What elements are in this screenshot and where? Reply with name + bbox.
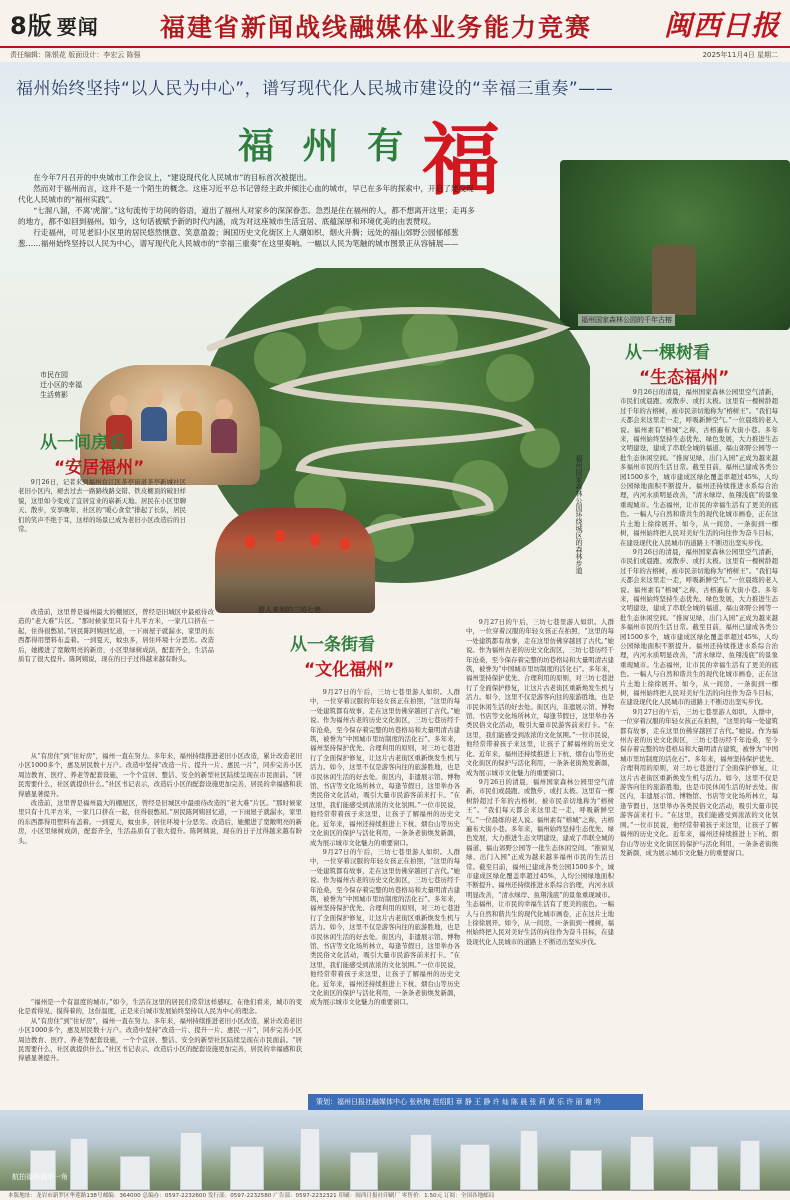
housing-paragraph: “福州是一个有温度的城市。”如今，生活在这里的居民们常常这样感叹。在他们看来，城市的变化是看得见、摸得着的，这份温度，正是来自城市发展始终坚持以人民为中心的理念。: [18, 998, 302, 1016]
housing-column-top: [18, 478, 186, 604]
housing-paragraph: 9月26日，记者来到福州台江区茶亭街道茶亭新城社区老旧小区内，褪去过去一路路线路交错、铁皮棚顶的破旧样貌，这里如今变成了宜居宜业的崭新天地。居民在小区里聊天、散步，安享晚年，社区的“暖心食堂”排起了长队，居民们的笑声不绝于耳，这样的场景已成为老旧小区改造后的日常。: [18, 478, 186, 534]
street-caption: 游人来到的三坊七巷: [258, 606, 321, 614]
trail-caption: 福州国家森林公园环绕城区的森林步道: [575, 455, 583, 574]
section-culture-heading: [290, 630, 394, 680]
culture-paragraph: 9月27日的午后，三坊七巷里游人如织。人群中，一位穿着汉服的年轻女孩正在拍照，“这里的每一处建筑都有故事，走在这里仿佛穿越回了古代。”她说。作为福州古老的历史文化街区，三坊七巷历经千年沧桑，至今保存着完整的坊巷格局和大量明清古建筑，被誉为“中国城市里坊制度的活化石”。多年来，福州坚持保护优先、合理利用的原则，对三坊七巷进行了全面保护修复，让这片古老街区重新焕发生机与活力。如今，这里不仅是游客向往的旅游胜地，也是市民休闲生活的好去处。街区内，非遗展示馆、博物馆、书店等文化场所林立，每逢节假日，这里举办各类民俗文化活动，吸引大量市民游客前来打卡。“在这里，我们能感受到浓浓的文化氛围。”一位市民说，他经常带着孩子来这里，让孩子了解福州的历史文化。近年来，福州还持续推进上下杭、烟台山等历史文化街区的保护与活化利用，一条条老街焕发新颜，成为展示城市文化魅力的重要窗口。: [310, 688, 460, 847]
ecology-paragraph: 9月26日的清晨，福州国家森林公园里空气清新，市民们或晨跑、或散步、或打太极。这里有一棵树龄超过千年的古榕树，被市民亲切地称为“榕树王”。“我们每天都会来这里走一走，呼吸新鲜空气。”一位晨练的老人说。福州素有“榕城”之称，古榕遍布大街小巷。多年来，福州始终坚持生态优先、绿色发展，大力推进生态文明建设，建成了串联全城的福道、福山郊野公园等一批生态休闲空间。“推窗见绿、出门入园”正成为越来越多福州市民的生活日常。截至目前，福州已建成各类公园1500多个，城市建成区绿化覆盖率超过45%，人均公园绿地面积不断提升。福州还持续推进水系综合治理，内河水质明显改善，“清水绿岸、鱼翔浅底”的景象重现城市。生态福州，让市民的幸福生活有了更美的底色。一幅人与自然和谐共生的现代化城市画卷，正在这片土地上徐徐展开。如今，从一间房、一条街到一棵树，福州始终把人民对美好生活的向往作为奋斗目标，在建设现代化人民城市的道路上不断迈出坚实步伐。: [620, 388, 778, 547]
culture-paragraph: 9月27日的午后，三坊七巷里游人如织。人群中，一位穿着汉服的年轻女孩正在拍照，“这里的每一处建筑都有故事，走在这里仿佛穿越回了古代。”她说。作为福州古老的历史文化街区，三坊七巷历经千年沧桑，至今保存着完整的坊巷格局和大量明清古建筑，被誉为“中国城市里坊制度的活化石”。多年来，福州坚持保护优先、合理利用的原则，对三坊七巷进行了全面保护修复，让这片古老街区重新焕发生机与活力。如今，这里不仅是游客向往的旅游胜地，也是市民休闲生活的好去处。街区内，非遗展示馆、博物馆、书店等文化场所林立，每逢节假日，这里举办各类民俗文化活动，吸引大量市民游客前来打卡。“在这里，我们能感受到浓浓的文化氛围。”一位市民说，他经常带着孩子来这里，让孩子了解福州的历史文化。近年来，福州还持续推进上下杭、烟台山等历史文化街区的保护与活化利用，一条条老街焕发新颜，成为展示城市文化魅力的重要窗口。: [466, 618, 614, 777]
section-culture-line1: 从一条街看: [290, 635, 375, 655]
section-culture-line2: “文化福州”: [304, 660, 395, 680]
section-ecology-heading: [625, 338, 729, 388]
city-aerial-photo: [0, 1110, 790, 1190]
intro-paragraph: “七溜八溜，不离‘虎溜’。”这句流传于坊间的俗语，道出了福州人对家乡的深深眷恋。急烈是住在福州的人，都不想离开这里；走再多的地方，都不如回到福州。如今，这句话被赋予新的时代内涵，成为对这座城市生活宜居、底蕴深厚和环境优美的由衷赞叹。: [18, 206, 475, 226]
ecology-paragraph: 9月26日的清晨，福州国家森林公园里空气清新，市民们或晨跑、或散步、或打太极。这里有一棵树龄超过千年的古榕树，被市民亲切地称为“榕树王”。“我们每天都会来这里走一走，呼吸新鲜空气。”一位晨练的老人说。福州素有“榕城”之称，古榕遍布大街小巷。多年来，福州始终坚持生态优先、绿色发展，大力推进生态文明建设，建成了串联全城的福道、福山郊野公园等一批生态休闲空间。“推窗见绿、出门入园”正成为越来越多福州市民的生活日常。截至目前，福州已建成各类公园1500多个，城市建成区绿化覆盖率超过45%，人均公园绿地面积不断提升。福州还持续推进水系综合治理，内河水质明显改善，“清水绿岸、鱼翔浅底”的景象重现城市。生态福州，让市民的幸福生活有了更美的底色。一幅人与自然和谐共生的现代化城市画卷，正在这片土地上徐徐展开。如今，从一间房、一条街到一棵树，福州始终把人民对美好生活的向往作为奋斗目标，在建设现代化人民城市的道路上不断迈出坚实步伐。: [620, 547, 778, 707]
culture-column-a: [310, 688, 460, 1090]
section-housing-line2: “安居福州”: [54, 458, 145, 478]
residents-caption: 市民在园 迁小区的幸福 生活剪影: [40, 371, 82, 399]
intro-paragraph: 行走福州，可见老旧小区里的居民悠然惬意、笑意盈盈；闽国历史文化街区上人潮如织、烟火升腾；远处的福山郊野公园郁郁葱葱……福州始终坚持以人民为中心，谱写现代化人民城市的“幸福三重奏”在这里奏响。一幅以人民为笔触的城市图景正从容铺展——: [18, 228, 459, 248]
intro-text: [18, 172, 478, 249]
intro-paragraph: 然而对于福州而言，这并不是一个陌生的概念。这座习近平总书记曾经主政并倾注心血的城市，早已在多年的探索中，开启了建设现代化人民城市的“福州实践”。: [18, 184, 474, 204]
newspaper-logo: 闽西日报: [663, 9, 780, 42]
ecology-paragraph: 9月27日的午后，三坊七巷里游人如织。人群中，一位穿着汉服的年轻女孩正在拍照，“这里的每一处建筑都有故事，走在这里仿佛穿越回了古代。”她说。作为福州古老的历史文化街区，三坊七巷历经千年沧桑，至今保存着完整的坊巷格局和大量明清古建筑，被誉为“中国城市里坊制度的活化石”。多年来，福州坚持保护优先、合理利用的原则，对三坊七巷进行了全面保护修复，让这片古老街区重新焕发生机与活力。如今，这里不仅是游客向往的旅游胜地，也是市民休闲生活的好去处。街区内，非遗展示馆、博物馆、书店等文化场所林立，每逢节假日，这里举办各类民俗文化活动，吸引大量市民游客前来打卡。“在这里，我们能感受到浓浓的文化氛围。”一位市民说，他经常带着孩子来这里，让孩子了解福州的历史文化。近年来，福州还持续推进上下杭、烟台山等历史文化街区的保护与活化利用，一条条老街焕发新颜，成为展示城市文化魅力的重要窗口。: [620, 707, 778, 857]
sanfang-qixiang-photo: [215, 508, 375, 613]
housing-column-end: [18, 998, 302, 1098]
housing-paragraph: 从“有房住”到“住好房”，福州一直在努力。多年来，福州持续推进老旧小区改造，累计改造老旧小区1000多个，惠及居民数十万户。改造中坚持“改造一片、提升一片、惠民一片”，同步完善小区周边教育、医疗、养老等配套设施，一个个宜居、整洁、安全的新型社区陆续呈现在市民面前。“居民需要什么，社区就提供什么。”社区书记表示，改造后小区的配套设施更加完善，居民的幸福感和获得感显著提升。: [18, 752, 302, 798]
tree-caption: 福州国家森林公园的千年古榕: [578, 314, 675, 326]
banyan-trunk: [652, 245, 696, 315]
section-ecology-line2: “生态福州”: [639, 368, 730, 388]
lead-headline: 福州始终坚持“以人民为中心”，谱写现代化人民城市建设的“幸福三重奏”——: [16, 79, 614, 99]
page-number: [10, 6, 99, 41]
housing-paragraph: 从“有房住”到“住好房”，福州一直在努力。多年来，福州持续推进老旧小区改造，累计改造老旧小区1000多个，惠及居民数十万户。改造中坚持“改造一片、提升一片、惠民一片”，同步完善小区周边教育、医疗、养老等配套设施，一个个宜居、整洁、安全的新型社区陆续呈现在市民面前。“居民需要什么，社区就提供什么。”社区书记表示，改造后小区的配套设施更加完善，居民的幸福感和获得感显著提升。: [18, 1016, 302, 1063]
intro-paragraph: 在今年7月召开的中央城市工作会议上，“建设现代化人民城市”的目标首次被提出。: [33, 173, 312, 182]
contest-banner: 福建省新闻战线融媒体业务能力竞赛: [160, 13, 593, 42]
page-header: [0, 0, 790, 62]
culture-paragraph: 9月26日的清晨，福州国家森林公园里空气清新，市民们或晨跑、或散步、或打太极。这里有一棵树龄超过千年的古榕树，被市民亲切地称为“榕树王”。“我们每天都会来这里走一走，呼吸新鲜空气。”一位晨练的老人说。福州素有“榕城”之称，古榕遍布大街小巷。多年来，福州始终坚持生态优先、绿色发展，大力推进生态文明建设，建成了串联全城的福道、福山郊野公园等一批生态休闲空间。“推窗见绿、出门入园”正成为越来越多福州市民的生活日常。截至目前，福州已建成各类公园1500多个，城市建成区绿化覆盖率超过45%，人均公园绿地面积不断提升。福州还持续推进水系综合治理，内河水质明显改善，“清水绿岸、鱼翔浅底”的景象重现城市。生态福州，让市民的幸福生活有了更美的底色。一幅人与自然和谐共生的现代化城市画卷，正在这片土地上徐徐展开。如今，从一间房、一条街到一棵树，福州始终把人民对美好生活的向往作为奋斗目标，在建设现代化人民城市的道路上不断迈出坚实步伐。: [466, 777, 614, 946]
section-ecology-line1: 从一棵树看: [625, 343, 710, 363]
housing-paragraph: 改造前，这里曾是福州最大的棚屋区，曾经是旧城区中最亟待改造的“老大难”片区。“那时候家里只有十几平方米，一家几口挤在一起，住得很憋屈。”居民陈阿姨回忆道，一下雨屋子就漏水，家里的东西都得用塑料布盖着。一到夏天，蚊虫多，居住环境十分恶劣。改造后，她搬进了宽敞明亮的新房，小区里绿树成荫，配套齐全，生活品质有了很大提升。陈阿姨说，现在的日子过得越来越有盼头。: [18, 799, 302, 845]
page-number-label: 8版: [10, 12, 53, 40]
section-housing-heading: [40, 428, 144, 478]
main-title-fu: 福: [422, 115, 501, 206]
section-label: 要闻: [56, 15, 99, 39]
issue-date: 2025年11月4日 星期二: [702, 51, 778, 59]
page-footer: 本版地址：龙岩市新罗区华莲路138号邮编：364000 总编办：0597-2232600 发行部：0597-2232580 广告部：0597-2232321 印刷：闽西日报社印刷厂 零售价：1.50元 订阅：全国各地邮局: [0, 1190, 790, 1200]
culture-column-b: [466, 618, 614, 1090]
header-divider: [0, 46, 790, 48]
ancient-banyan-photo: [560, 160, 790, 330]
credits-bar: 策划：福州日报社融媒体中心 张秋梅 范绍阳 章 静 王 静 许 灿 陈 晨 张 莉 黄 乐 许 丽 谢 吟: [308, 1094, 643, 1110]
section-housing-line1: 从一间房看: [40, 433, 125, 453]
housing-paragraph: 改造前，这里曾是福州最大的棚屋区，曾经是旧城区中最亟待改造的“老大难”片区。“那时候家里只有十几平方米，一家几口挤在一起，住得很憋屈。”居民陈阿姨回忆道，一下雨屋子就漏水，家里的东西都得用塑料布盖着。一到夏天，蚊虫多，居住环境十分恶劣。改造后，她搬进了宽敞明亮的新房，小区里绿树成荫，配套齐全，生活品质有了很大提升。陈阿姨说，现在的日子过得越来越有盼头。: [18, 608, 214, 664]
city-caption: 航拍福州城市一角: [12, 1173, 68, 1181]
housing-column-bottom: [18, 752, 302, 994]
editors-line: 责任编辑：陈银花 版面设计：李宏云 陈强: [10, 51, 141, 59]
ecology-column: [620, 388, 778, 1094]
housing-column-mid: [18, 608, 214, 748]
main-title-prefix: 福 州 有: [238, 126, 412, 167]
culture-paragraph: 9月27日的午后，三坊七巷里游人如织。人群中，一位穿着汉服的年轻女孩正在拍照，“这里的每一处建筑都有故事，走在这里仿佛穿越回了古代。”她说。作为福州古老的历史文化街区，三坊七巷历经千年沧桑，至今保存着完整的坊巷格局和大量明清古建筑，被誉为“中国城市里坊制度的活化石”。多年来，福州坚持保护优先、合理利用的原则，对三坊七巷进行了全面保护修复，让这片古老街区重新焕发生机与活力。如今，这里不仅是游客向往的旅游胜地，也是市民休闲生活的好去处。街区内，非遗展示馆、博物馆、书店等文化场所林立，每逢节假日，这里举办各类民俗文化活动，吸引大量市民游客前来打卡。“在这里，我们能感受到浓浓的文化氛围。”一位市民说，他经常带着孩子来这里，让孩子了解福州的历史文化。近年来，福州还持续推进上下杭、烟台山等历史文化街区的保护与活化利用，一条条老街焕发新颜，成为展示城市文化魅力的重要窗口。: [310, 847, 460, 1007]
